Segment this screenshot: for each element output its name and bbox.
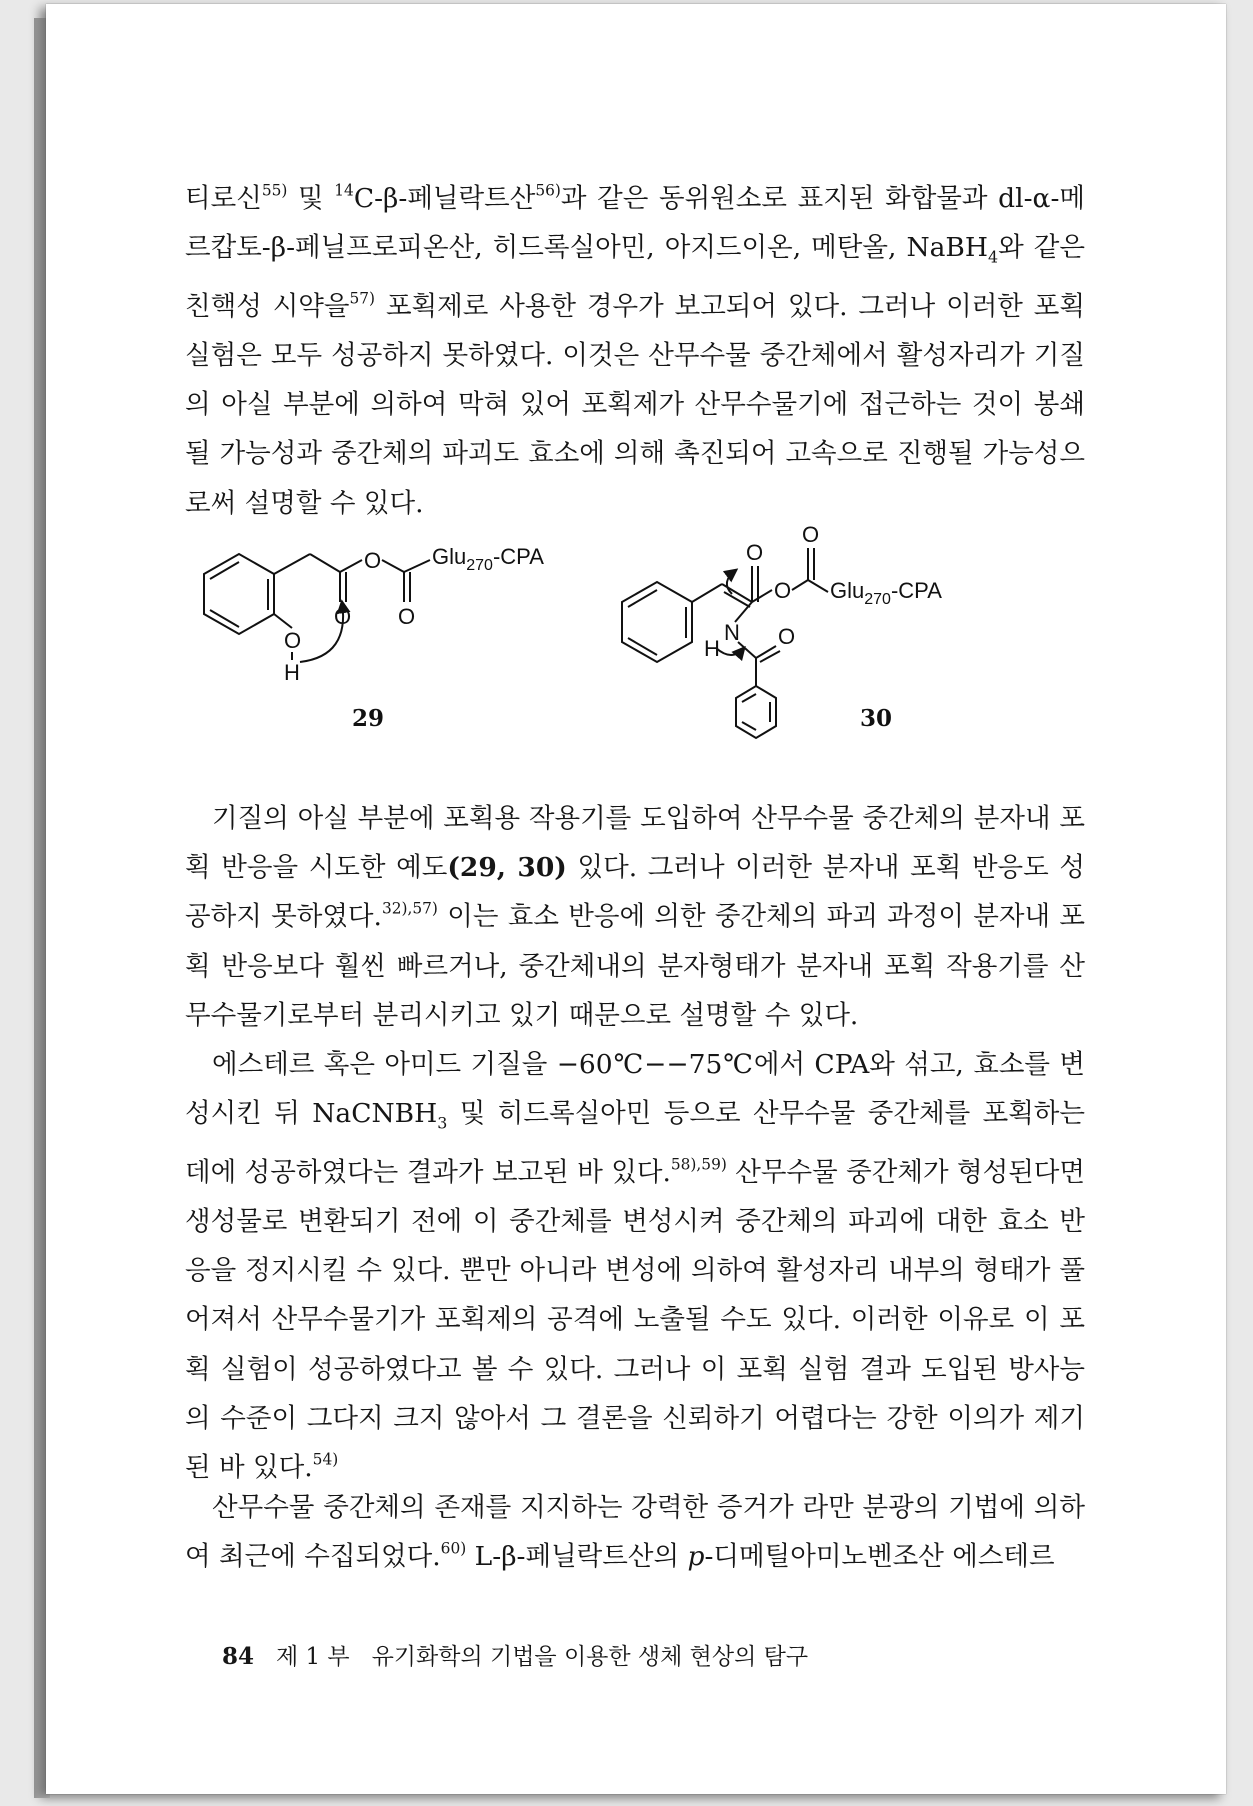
paragraph-3 [185,1040,1085,1492]
c29-carbonyl-o1: O [334,604,352,629]
paragraph-3-text: 에스테르 혹은 아미드 기질을 −60℃−−75℃에서 CPA와 섞고, 효소를 변성시킨 뒤 NaCNBH$_3$ 및 히드록실아민 등으로 산무수물 중간체를 포획하는 데에 성공하였다는 결과가 보고된 바 있다.$^{58),59)}$ 산무수물 중간체가 형성된다면 생성물로 변환되기 전에 이 중간체를 변성시켜 중간체의 파괴에 대한 효소 반응을 정지시킬 수 있다. 뿐만 아니라 변성에 의하여 활성자리 내부의 형태가 풀어져서 산무수물기가 포획제의 공격에 노출될 수도 있다. 이러한 이유로 이 포획 실험이 성공하였다고 볼 수 있다. 그러나 이 포획 실험 결과 도입된 방사능의 수준이 그다지 크지 않아서 그 결론을 신뢰하기 어렵다는 강한 이의가 제기된 바 있다.$^{54)}$ [185,1049,1085,1483]
part-label: 제 1 부 [275,1644,350,1670]
page-number: 84 [222,1643,255,1670]
paragraph-1-text: 티로신$^{55)}$ 및 $^{14}$C-β-페닐락트산$^{56)}$과 같은 동위원소로 표지된 화합물과 dl-α-메르캅토-β-페닐프로피온산, 히드록실아민, 아지드이온, 메탄올, NaBH$_4$와 같은 친핵성 시약을$^{57)}$ 포획제로 사용한 경우가 보고되어 있다. 그러나 이러한 포획 실험은 모두 성공하지 못하였다. 이것은 산무수물 중간체에서 활성자리가 기질의 아실 부분에 의하여 막혀 있어 포획제가 산무수물기에 접근하는 것이 봉쇄될 가능성과 중간체의 파괴도 효소에 의해 촉진되어 고속으로 진행될 가능성으로써 설명할 수 있다. [185,181,1085,519]
c30-top-o1: O [746,540,764,565]
c29-hydroxyl-h: H [284,660,300,685]
arrow-30b [716,648,744,655]
c29-carbonyl-o2: O [398,604,416,629]
c30-amide-h: H [704,636,720,661]
c30-glu-label: Glu$_{270}$-CPA [830,578,942,608]
compound-30-number: 30 [860,705,893,732]
book-page [46,4,1226,1794]
paragraph-2-text: 기질의 아실 부분에 포획용 작용기를 도입하여 산무수물 중간체의 분자내 포획 반응을 시도한 예도(29, 30) 있다. 그러나 이러한 분자내 포획 반응도 성공하지 못하였다.$^{32),57)}$ 이는 효소 반응에 의한 중간체의 파괴 과정이 분자내 포획 반응보다 훨씬 빠르거나, 중간체내의 분자형태가 분자내 포획 작용기를 산무수물기로부터 분리시키고 있기 때문으로 설명할 수 있다. [185,803,1085,1031]
chemical-structures-figure [160,522,1120,784]
compound-29-bonds [204,554,430,660]
c30-amide-n: N [724,620,740,645]
compound-29-number: 29 [352,705,385,732]
book-title: 유기화학의 기법을 이용한 생체 현상의 탐구 [371,1644,809,1670]
paragraph-4 [185,1483,1085,1581]
c29-ester-o: O [364,548,382,573]
c29-hydroxyl-o: O [284,628,302,653]
structures-svg [160,522,1120,784]
paragraph-1 [185,174,1085,528]
c30-top-o2: O [802,522,820,547]
c30-amide-o: O [778,624,796,649]
page-footer [222,1638,808,1671]
paragraph-2 [185,794,1085,1040]
c30-ester-o: O [774,578,792,603]
paragraph-4-text: 산무수물 중간체의 존재를 지지하는 강력한 증거가 라만 분광의 기법에 의하여 최근에 수집되었다.$^{60)}$ L-β-페닐락트산의 p-디메틸아미노벤조산 에스테르 [185,1492,1085,1573]
c29-glu-label: Glu$_{270}$-CPA [432,544,544,574]
